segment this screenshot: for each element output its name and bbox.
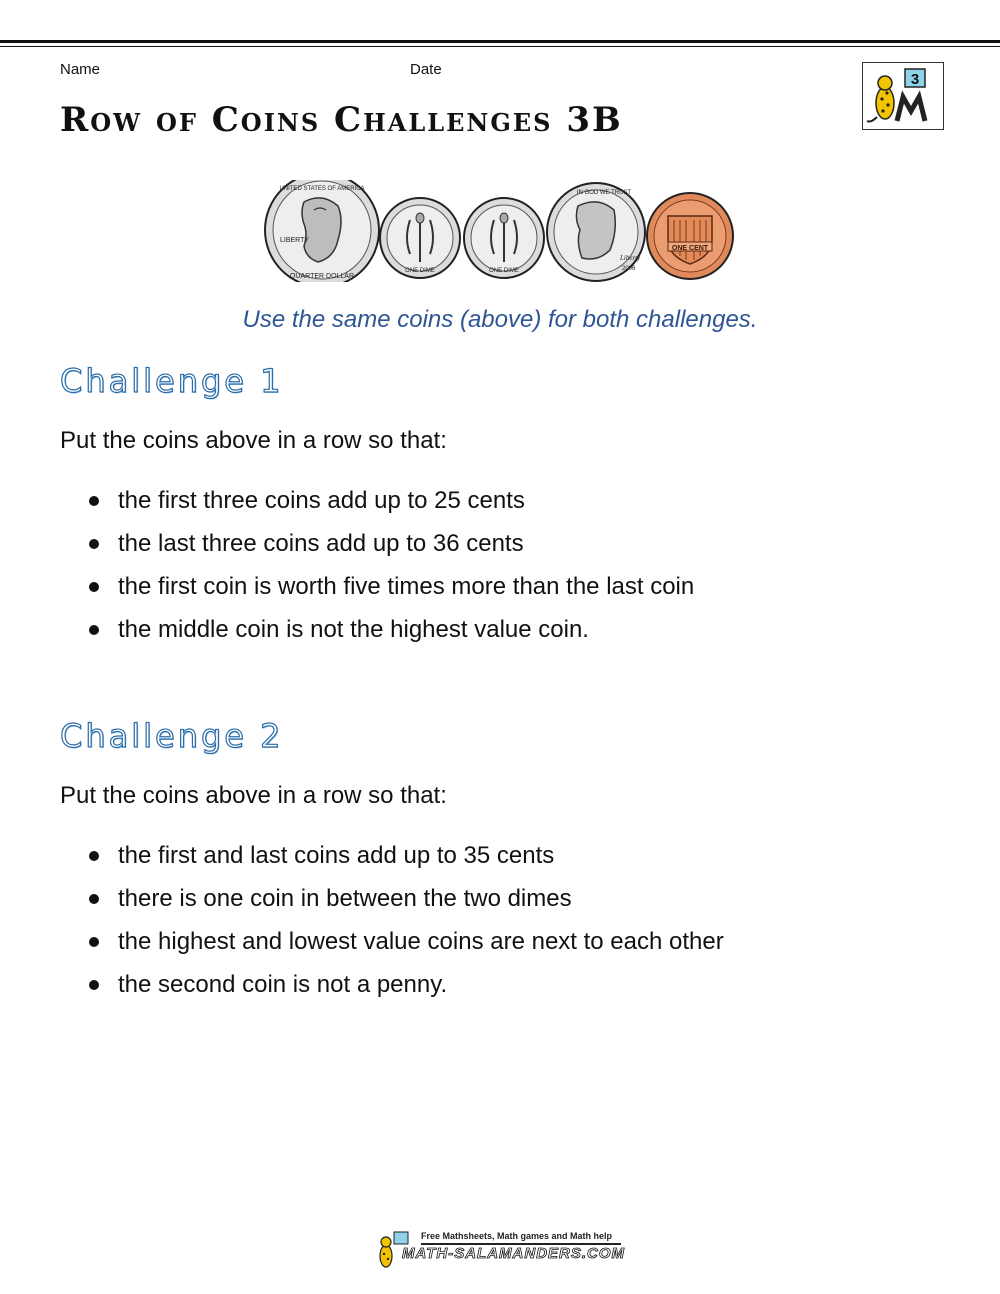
- page-title: Row of Coins Challenges 3B: [60, 100, 623, 140]
- quarter-usa-text: UNITED STATES OF AMERICA: [279, 186, 365, 192]
- challenge-1-intro: Put the coins above in a row so that:: [60, 427, 447, 454]
- list-item: [60, 970, 724, 1013]
- clue-text: the last three coins add up to 36 cents: [118, 530, 524, 557]
- bullet-icon: [89, 625, 99, 635]
- footer-tagline: Free Mathsheets, Math games and Math help: [421, 1231, 613, 1241]
- nickel-liberty-text: Liberty: [620, 254, 641, 262]
- penny-coin-icon: [647, 193, 733, 279]
- top-rule: [0, 40, 1000, 43]
- clue-text: the first coin is worth five times more than the last coin: [118, 573, 695, 600]
- clue-text: the highest and lowest value coins are next to each other: [118, 928, 724, 955]
- bullet-icon: [89, 851, 99, 861]
- dime-coin-icon: [464, 198, 544, 278]
- challenge-1-clue-list: [60, 486, 694, 658]
- math-salamanders-logo: [862, 62, 944, 130]
- nickel-year-text: 2006: [622, 266, 636, 272]
- list-item: [60, 884, 724, 927]
- bullet-icon: [89, 496, 99, 506]
- challenge-2-heading: Challenge 2: [60, 717, 284, 755]
- name-label: Name: [60, 61, 101, 78]
- clue-text: the first three coins add up to 25 cents: [118, 487, 525, 514]
- quarter-dollar-text: QUARTER DOLLAR: [289, 273, 355, 280]
- grade-badge: 3: [910, 71, 920, 88]
- bullet-icon: [89, 894, 99, 904]
- nickel-coin-icon: [547, 183, 645, 281]
- list-item: [60, 529, 694, 572]
- instructions-subtitle: Use the same coins (above) for both challenges.: [242, 306, 758, 333]
- salamander-logo-icon: [863, 63, 943, 129]
- quarter-coin-icon: [265, 180, 379, 282]
- quarter-liberty-text: LIBERTY: [280, 237, 310, 244]
- challenge-1-heading: Challenge 1: [60, 362, 284, 400]
- top-rule-thin: [0, 46, 1000, 47]
- dime-coin-icon: [380, 198, 460, 278]
- list-item: [60, 572, 694, 615]
- bullet-icon: [89, 582, 99, 592]
- penny-value-text: ONE CENT: [671, 245, 709, 252]
- bullet-icon: [89, 539, 99, 549]
- challenge-2-clue-list: [60, 841, 724, 1013]
- clue-text: there is one coin in between the two dimes: [118, 885, 572, 912]
- date-label: Date: [410, 61, 442, 78]
- dime-1-value-text: ONE DIME: [405, 268, 435, 274]
- bullet-icon: [89, 980, 99, 990]
- clue-text: the middle coin is not the highest value coin.: [118, 616, 589, 643]
- challenge-2-intro: Put the coins above in a row so that:: [60, 782, 447, 809]
- list-item: [60, 615, 694, 658]
- coin-row: [264, 180, 736, 282]
- list-item: [60, 486, 694, 529]
- bullet-icon: [89, 937, 99, 947]
- list-item: [60, 841, 724, 884]
- clue-text: the second coin is not a penny.: [118, 971, 448, 998]
- footer-site-link[interactable]: MATH-SALAMANDERS.COM: [402, 1245, 626, 1262]
- dime-2-value-text: ONE DIME: [489, 268, 519, 274]
- nickel-motto-text: IN GOD WE TRUST: [576, 190, 632, 196]
- clue-text: the first and last coins add up to 35 cents: [118, 842, 555, 869]
- list-item: [60, 927, 724, 970]
